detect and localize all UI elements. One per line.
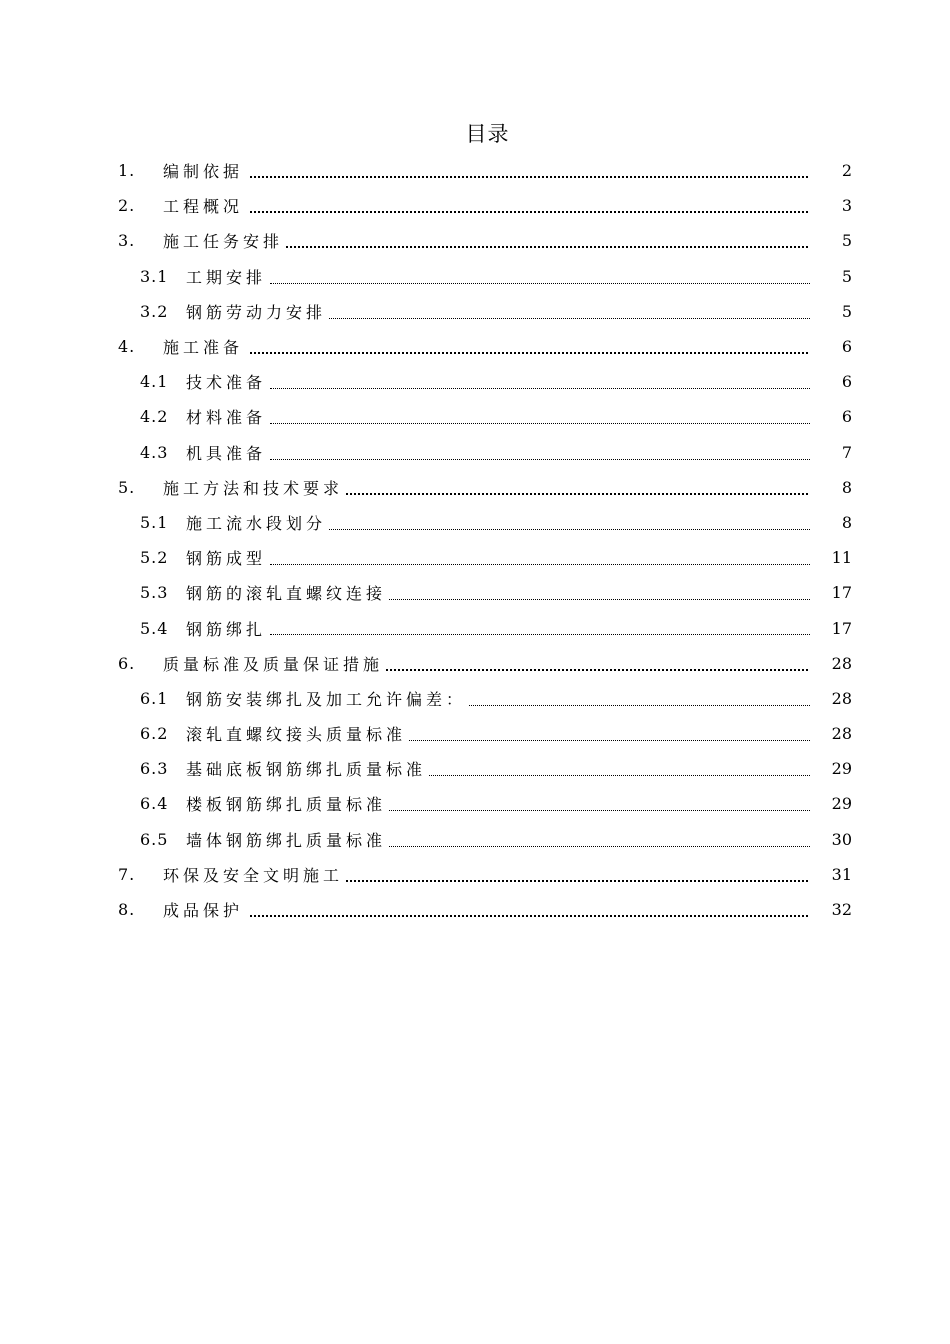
toc-page-number: 3 (841, 196, 852, 216)
toc-entry-label: 钢筋安装绑扎及加工允许偏差： (186, 687, 468, 710)
toc-dot-leader (250, 246, 808, 248)
toc-dot-leader (250, 211, 808, 213)
toc-page-number: 29 (831, 794, 852, 814)
toc-subentry[interactable] (0, 822, 950, 857)
toc-dot-leader (270, 423, 810, 424)
toc-entry-number: 4.2 (140, 407, 169, 427)
toc-entry-label: 成品保护 (163, 898, 245, 921)
toc-entry[interactable] (0, 329, 950, 364)
toc-entry-label: 施工准备 (163, 335, 245, 358)
toc-entry-label: 钢筋的滚轧直螺纹连接 (186, 581, 388, 604)
toc-subentry[interactable] (0, 751, 950, 786)
toc-subentry[interactable] (0, 716, 950, 751)
toc-page-number: 30 (831, 829, 852, 849)
toc-entry[interactable] (0, 646, 950, 681)
toc-entry-number: 5.4 (140, 618, 169, 638)
toc-list (0, 153, 950, 927)
toc-entry-label: 滚轧直螺纹接头质量标准 (186, 722, 408, 745)
toc-page-number: 2 (841, 161, 852, 181)
toc-entry-label: 钢筋成型 (186, 546, 268, 569)
toc-subentry[interactable] (0, 364, 950, 399)
toc-entry-label: 机具准备 (186, 441, 268, 464)
toc-entry-number: 5. (118, 477, 136, 497)
toc-entry[interactable] (0, 857, 950, 892)
toc-entry-label: 施工流水段划分 (186, 511, 328, 534)
toc-page-number: 29 (831, 759, 852, 779)
toc-entry-label: 编制依据 (163, 159, 245, 182)
toc-dot-leader (250, 915, 808, 917)
toc-entry-number: 5.1 (140, 512, 169, 532)
toc-page-number: 17 (831, 618, 852, 638)
toc-entry-number: 7. (118, 864, 136, 884)
toc-subentry[interactable] (0, 435, 950, 470)
toc-entry-number: 5.2 (140, 548, 169, 568)
toc-entry-label: 环保及安全文明施工 (163, 863, 345, 886)
toc-page-number: 5 (841, 231, 852, 251)
toc-page-number: 28 (831, 653, 852, 673)
toc-page-number: 28 (831, 688, 852, 708)
toc-subentry[interactable] (0, 399, 950, 434)
toc-entry-number: 1. (118, 161, 136, 181)
toc-entry[interactable] (0, 188, 950, 223)
toc-page-number: 28 (831, 724, 852, 744)
toc-entry-number: 4.1 (140, 372, 169, 392)
toc-entry-label: 工程概况 (163, 194, 245, 217)
toc-entry-number: 4. (118, 337, 136, 357)
toc-subentry[interactable] (0, 786, 950, 821)
toc-entry-number: 6.2 (140, 724, 169, 744)
toc-dot-leader (270, 388, 810, 389)
toc-page-number: 8 (841, 512, 852, 532)
toc-entry-number: 2. (118, 196, 136, 216)
toc-entry-number: 6.1 (140, 688, 169, 708)
toc-dot-leader (250, 352, 808, 354)
toc-subentry[interactable] (0, 610, 950, 645)
toc-page-number: 6 (841, 407, 852, 427)
toc-entry-number: 6.5 (140, 829, 169, 849)
toc-entry[interactable] (0, 892, 950, 927)
toc-page-number: 11 (831, 548, 852, 568)
toc-dot-leader (250, 176, 808, 178)
toc-subentry[interactable] (0, 540, 950, 575)
toc-entry-label: 基础底板钢筋绑扎质量标准 (186, 757, 428, 780)
toc-page-number: 31 (831, 864, 852, 884)
toc-dot-leader (270, 564, 810, 565)
toc-subentry[interactable] (0, 294, 950, 329)
toc-entry-label: 质量标准及质量保证措施 (163, 652, 385, 675)
toc-page-number: 6 (841, 372, 852, 392)
toc-page-number: 17 (831, 583, 852, 603)
toc-entry-label: 材料准备 (186, 405, 268, 428)
toc-entry-number: 6. (118, 653, 136, 673)
toc-dot-leader (270, 634, 810, 635)
toc-page-number: 5 (841, 301, 852, 321)
toc-title: 目录 (465, 122, 510, 146)
toc-subentry[interactable] (0, 259, 950, 294)
toc-entry-label: 钢筋劳动力安排 (186, 300, 328, 323)
toc-entry-label: 钢筋绑扎 (186, 617, 268, 640)
toc-page-number: 6 (841, 337, 852, 357)
toc-page-number: 8 (841, 477, 852, 497)
toc-dot-leader (270, 529, 810, 530)
toc-subentry[interactable] (0, 505, 950, 540)
toc-dot-leader (270, 459, 810, 460)
toc-entry-number: 8. (118, 900, 136, 920)
toc-dot-leader (270, 318, 810, 319)
toc-entry-label: 墙体钢筋绑扎质量标准 (186, 828, 388, 851)
toc-entry-label: 工期安排 (186, 265, 268, 288)
toc-entry-label: 施工方法和技术要求 (163, 476, 345, 499)
toc-dot-leader (270, 283, 810, 284)
toc-entry[interactable] (0, 223, 950, 258)
toc-entry-number: 6.4 (140, 794, 169, 814)
toc-entry-label: 楼板钢筋绑扎质量标准 (186, 792, 388, 815)
toc-page-number: 5 (841, 266, 852, 286)
toc-entry-number: 3.1 (140, 266, 169, 286)
toc-page-number: 7 (841, 442, 852, 462)
toc-entry-number: 3. (118, 231, 136, 251)
toc-entry-label: 技术准备 (186, 370, 268, 393)
toc-subentry[interactable] (0, 575, 950, 610)
toc-entry-label: 施工任务安排 (163, 229, 285, 252)
toc-subentry[interactable] (0, 681, 950, 716)
toc-entry-number: 6.3 (140, 759, 169, 779)
toc-entry[interactable] (0, 153, 950, 188)
toc-entry[interactable] (0, 470, 950, 505)
toc-entry-number: 5.3 (140, 583, 169, 603)
toc-entry-number: 3.2 (140, 301, 169, 321)
toc-entry-number: 4.3 (140, 442, 169, 462)
toc-page-number: 32 (831, 900, 852, 920)
